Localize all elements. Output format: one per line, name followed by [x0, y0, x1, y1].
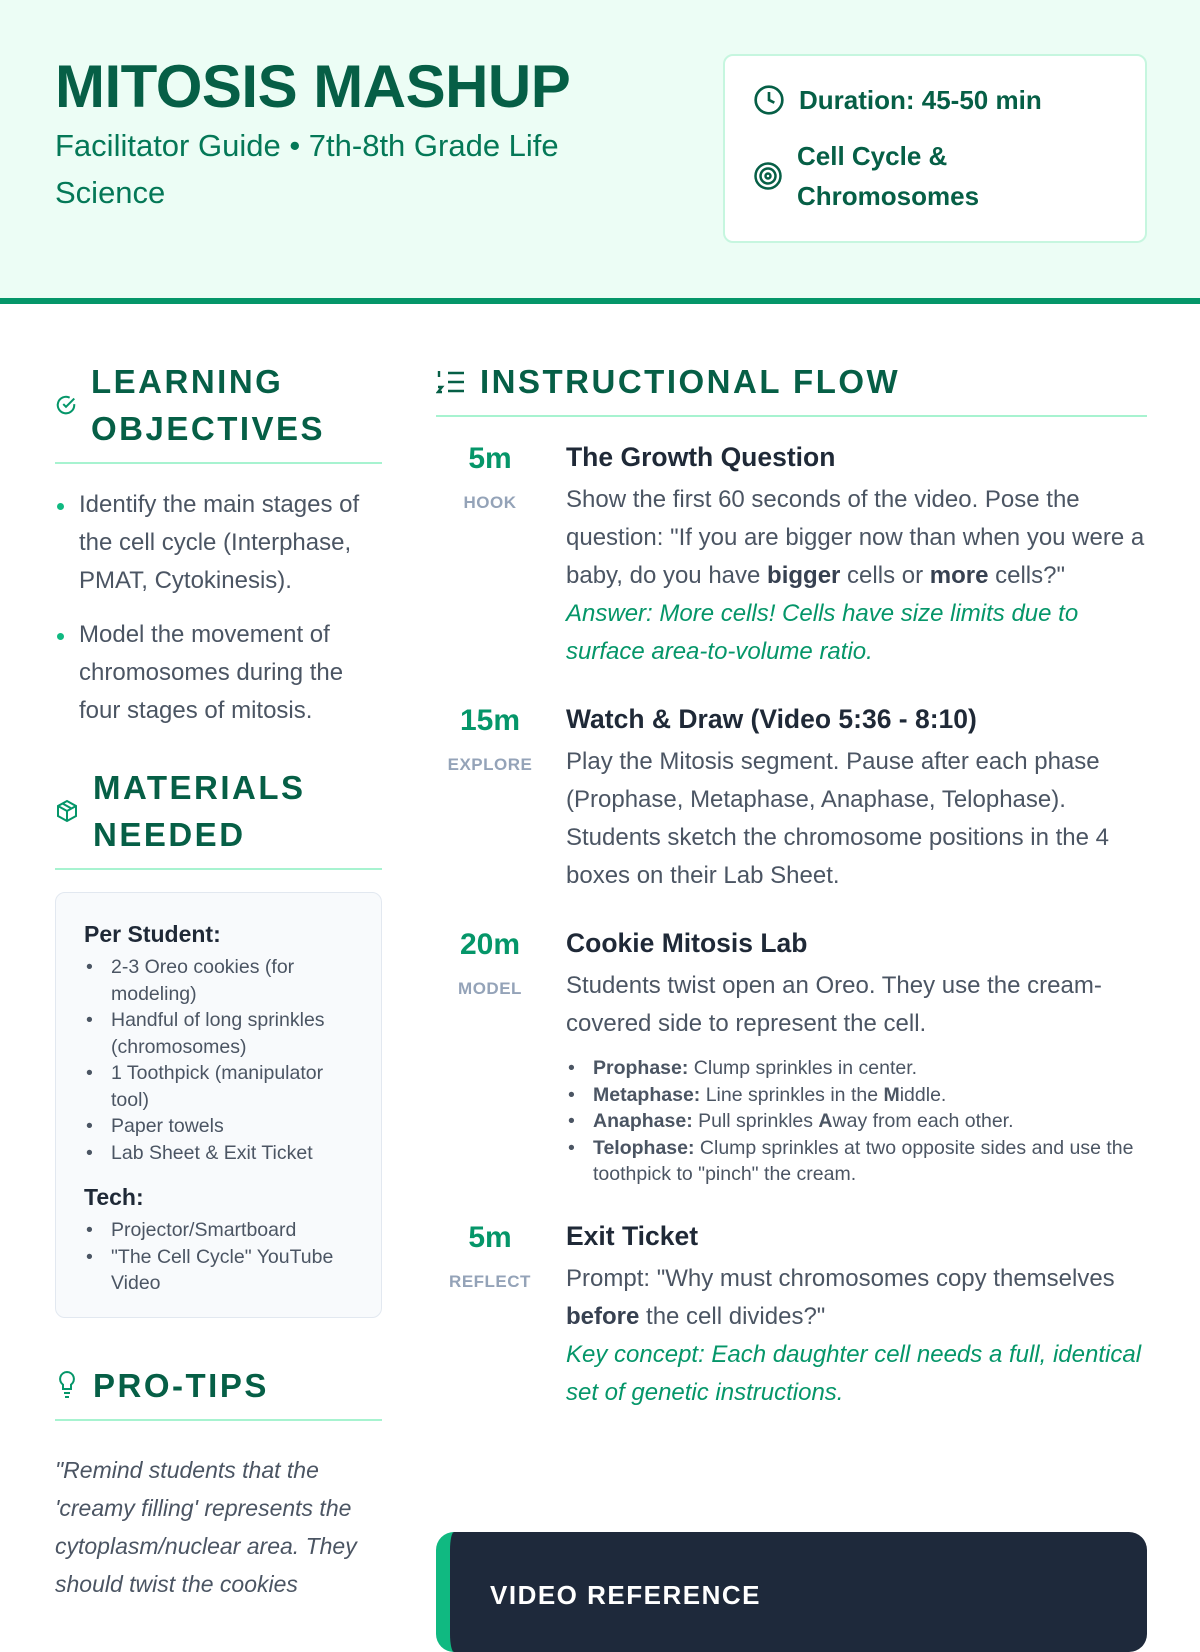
- phase-item: • Prophase: Clump sprinkles in center.: [566, 1055, 1147, 1082]
- objectives-list: [55, 486, 382, 730]
- material-item: • 1 Toothpick (manipulator tool): [84, 1060, 357, 1113]
- video-reference-card: [436, 1532, 1147, 1652]
- video-reference-heading: VIDEO REFERENCE: [490, 1580, 761, 1610]
- lightbulb-icon: [55, 1370, 79, 1400]
- phase-list: [566, 1055, 1147, 1188]
- flow-heading: [436, 358, 1147, 417]
- target-icon: [753, 161, 783, 191]
- materials-heading: [55, 764, 382, 870]
- material-item: • Handful of long sprinkles (chromosomes): [84, 1007, 357, 1060]
- header: [0, 0, 1200, 304]
- step-label: EXPLORE: [447, 755, 533, 774]
- step-text: Prompt: "Why must chromosomes copy themselves before the cell divides?": [566, 1264, 1115, 1330]
- phase-item: • Telophase: Clump sprinkles at two opposite sides and use the toothpick to "pinch" the cream.: [566, 1135, 1147, 1188]
- clock-icon: [753, 84, 785, 116]
- phase-item: • Anaphase: Pull sprinkles Away from each other.: [566, 1108, 1147, 1135]
- flow-step: [436, 437, 1147, 671]
- material-item: • "The Cell Cycle" YouTube Video: [84, 1244, 357, 1297]
- step-answer: Key concept: Each daughter cell needs a full, identical set of genetic instructions.: [566, 1340, 1142, 1406]
- material-item: • Lab Sheet & Exit Ticket: [84, 1140, 357, 1167]
- step-time: 5m: [468, 1220, 512, 1254]
- protip-text: "Remind students that the 'creamy filling' represents the cytoplasm/nuclear area. They should twist the cookies: [55, 1456, 357, 1597]
- right-column: [436, 358, 1147, 1440]
- objectives-heading: [55, 358, 382, 464]
- step-title: Cookie Mitosis Lab: [566, 928, 808, 958]
- step-time: 20m: [459, 928, 521, 961]
- duration-row: [753, 80, 1042, 120]
- per-student-list: [84, 954, 357, 1166]
- materials-box: [55, 892, 382, 1318]
- check-circle-icon: [55, 394, 77, 416]
- step-title: Exit Ticket: [566, 1220, 699, 1251]
- material-item: • 2-3 Oreo cookies (for modeling): [84, 954, 357, 1007]
- step-title: The Growth Question: [566, 442, 836, 472]
- objective-item: Model the movement of chromosomes during the four stages of mitosis.: [55, 616, 382, 730]
- page-title: MITOSIS MASHUP: [55, 53, 571, 120]
- step-answer: Answer: More cells! Cells have size limits due to surface area-to-volume ratio.: [566, 600, 1079, 665]
- topic-text: Cell Cycle & Chromosomes: [797, 141, 980, 211]
- step-text: Play the Mitosis segment. Pause after each phase (Prophase, Metaphase, Anaphase, Telophase). Students sketch the chromosome positions in the 4 boxes on their Lab Sheet.: [566, 748, 1109, 889]
- phase-item: • Metaphase: Line sprinkles in the Middle.: [566, 1082, 1147, 1109]
- step-label: MODEL: [458, 979, 522, 998]
- protips-heading-text: PRO-TIPS: [93, 1366, 269, 1404]
- flow-step: [436, 699, 1147, 895]
- meta-card: [723, 54, 1147, 243]
- objectives-heading-text: LEARNING OBJECTIVES: [91, 363, 326, 447]
- protips-heading: [55, 1362, 382, 1421]
- step-label: HOOK: [463, 493, 517, 512]
- list-ordered-icon: [436, 369, 466, 395]
- duration-text: Duration: 45-50 min: [799, 85, 1042, 115]
- tech-label: Tech:: [84, 1184, 144, 1210]
- flow-step: [436, 923, 1147, 1188]
- left-column: [55, 358, 382, 1603]
- flow-step: [436, 1216, 1147, 1412]
- objective-item: Identify the main stages of the cell cycle (Interphase, PMAT, Cytokinesis).: [55, 486, 382, 600]
- materials-heading-text: MATERIALS NEEDED: [93, 769, 306, 853]
- material-item: • Paper towels: [84, 1113, 357, 1140]
- page-subtitle: Facilitator Guide • 7th-8th Grade Life Science: [55, 128, 559, 210]
- material-item: • Projector/Smartboard: [84, 1217, 357, 1244]
- step-time: 5m: [468, 442, 512, 475]
- topic-row: [753, 136, 1013, 216]
- per-student-label: Per Student:: [84, 921, 221, 947]
- package-icon: [55, 799, 79, 823]
- step-text: Show the first 60 seconds of the video. Pose the question: "If you are bigger now than when you were a baby, do you have bigger cells or more cells?": [566, 486, 1145, 589]
- step-time: 15m: [459, 704, 521, 737]
- step-title: Watch & Draw (Video 5:36 - 8:10): [566, 704, 977, 734]
- flow-heading-text: INSTRUCTIONAL FLOW: [480, 363, 901, 400]
- tech-list: [84, 1217, 357, 1297]
- step-text: Students twist open an Oreo. They use the cream-covered side to represent the cell.: [566, 972, 1102, 1037]
- step-label: REFLECT: [449, 1271, 531, 1291]
